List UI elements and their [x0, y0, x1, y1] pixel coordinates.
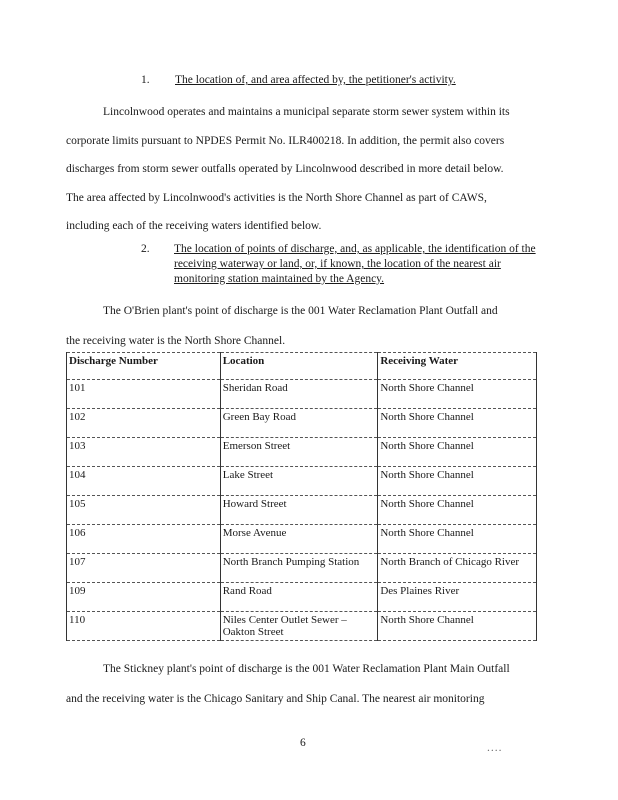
paragraph-line: discharges from storm sewer outfalls operated by Lincolnwood described in more detail below.: [66, 163, 504, 175]
section-1-number: 1.: [141, 74, 150, 86]
discharge-number-cell: 104: [67, 467, 221, 496]
section-2-paragraph: [66, 296, 498, 356]
receiving-water-cell: North Shore Channel: [378, 612, 537, 641]
receiving-water-cell: North Shore Channel: [378, 438, 537, 467]
receiving-water-cell: North Shore Channel: [378, 380, 537, 409]
section-2-heading: [141, 242, 541, 287]
table-row: [67, 496, 537, 525]
table-row: [67, 438, 537, 467]
section-2-title: The location of points of discharge, and, as applicable, the identification of the receiving waterway or land, or, if known, the location of the nearest air monitoring station maintained by the Agency.: [174, 243, 536, 285]
receiving-water-cell: North Shore Channel: [378, 496, 537, 525]
location-cell: Morse Avenue: [220, 525, 378, 554]
location-cell: Sheridan Road: [220, 380, 378, 409]
location-cell: Niles Center Outlet Sewer – Oakton Street: [220, 612, 378, 641]
table-row: [67, 380, 537, 409]
column-header-receiving-water: Receiving Water: [378, 353, 537, 380]
location-cell: Howard Street: [220, 496, 378, 525]
receiving-water-cell: North Shore Channel: [378, 409, 537, 438]
discharge-number-cell: 107: [67, 554, 221, 583]
discharge-number-cell: 103: [67, 438, 221, 467]
section-1-title: The location of, and area affected by, the petitioner's activity.: [175, 74, 456, 86]
section-1-paragraph: [66, 98, 554, 241]
section-3-paragraph: [66, 654, 510, 714]
table-row: [67, 525, 537, 554]
discharge-number-cell: 110: [67, 612, 221, 641]
paragraph-line: The area affected by Lincolnwood's activities is the North Shore Channel as part of CAWS,: [66, 191, 487, 204]
table-row: [67, 554, 537, 583]
table-row: [67, 467, 537, 496]
section-2-number: 2.: [141, 243, 150, 255]
receiving-water-cell: North Branch of Chicago River: [378, 554, 537, 583]
paragraph-line: corporate limits pursuant to NPDES Permit No. ILR400218. In addition, the permit also covers: [66, 134, 505, 147]
location-cell: Emerson Street: [220, 438, 378, 467]
location-cell: Lake Street: [220, 467, 378, 496]
discharge-table: [66, 352, 537, 641]
receiving-water-cell: North Shore Channel: [378, 467, 537, 496]
location-cell: North Branch Pumping Station: [220, 554, 378, 583]
discharge-number-cell: 101: [67, 380, 221, 409]
discharge-number-cell: 102: [67, 409, 221, 438]
paragraph-line: The Stickney plant's point of discharge is the 001 Water Reclamation Plant Main Outfall: [103, 663, 510, 675]
location-cell: Rand Road: [220, 583, 378, 612]
discharge-number-cell: 106: [67, 525, 221, 554]
column-header-location: Location: [220, 353, 378, 380]
receiving-water-cell: North Shore Channel: [378, 525, 537, 554]
discharge-number-cell: 109: [67, 583, 221, 612]
paragraph-line: The O'Brien plant's point of discharge is the 001 Water Reclamation Plant Outfall and: [103, 305, 498, 317]
discharge-number-cell: 105: [67, 496, 221, 525]
paragraph-line: and the receiving water is the Chicago Sanitary and Ship Canal. The nearest air monitoring: [66, 693, 485, 705]
table-row: [67, 612, 537, 641]
paragraph-line: the receiving water is the North Shore Channel.: [66, 335, 286, 347]
page-number: 6: [300, 737, 306, 749]
table-row: [67, 409, 537, 438]
table-header-row: [67, 353, 537, 380]
table-row: [67, 583, 537, 612]
paragraph-line: including each of the receiving waters identified below.: [66, 220, 322, 232]
column-header-discharge-number: Discharge Number: [67, 353, 221, 380]
paragraph-line: Lincolnwood operates and maintains a municipal separate storm sewer system within its: [103, 106, 510, 118]
section-1-heading: [141, 74, 456, 86]
location-cell: Green Bay Road: [220, 409, 378, 438]
receiving-water-cell: Des Plaines River: [378, 583, 537, 612]
footer-mark: ....: [487, 742, 503, 754]
